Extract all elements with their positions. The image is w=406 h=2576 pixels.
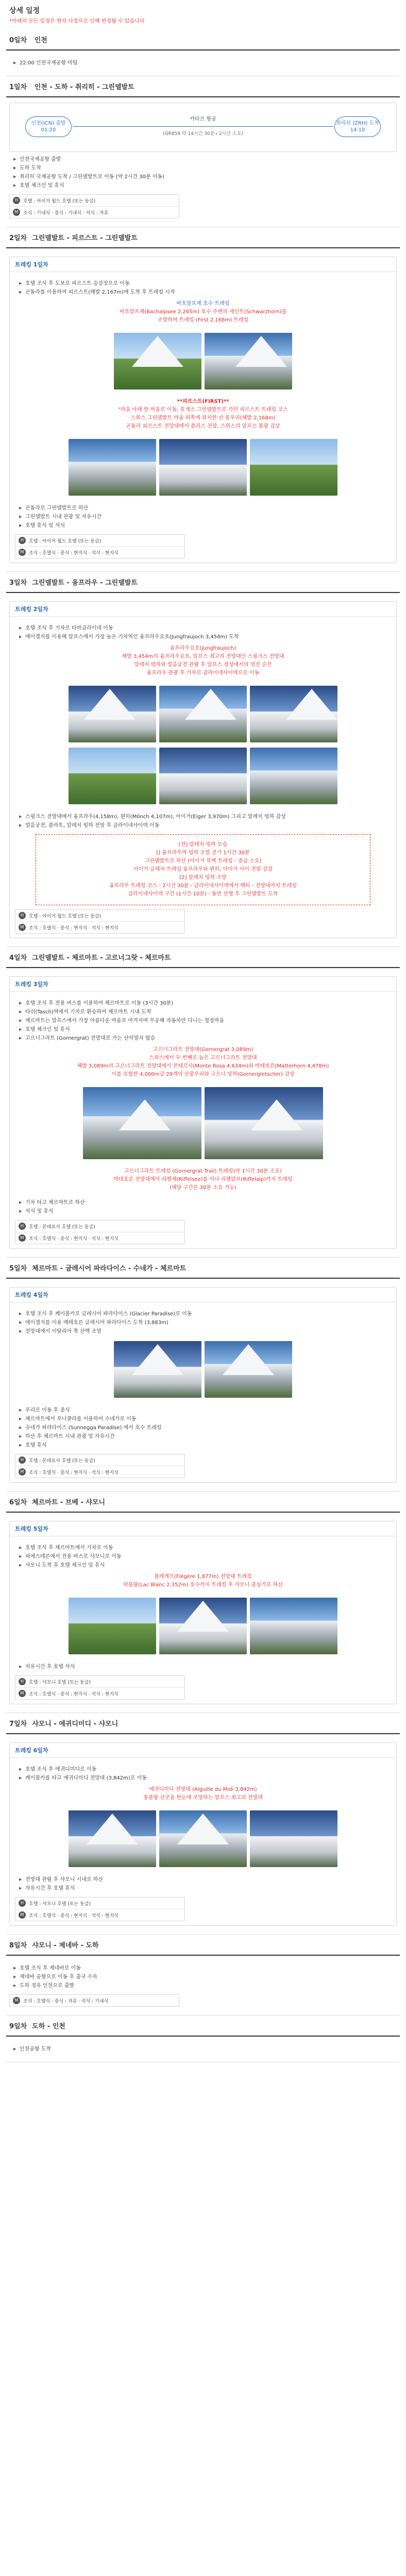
day-header: 2일차 그린델발트 - 피르스트 - 그린델발트 xyxy=(6,227,400,248)
list-item: ▶ 고르너그라트 (Gornergrat) 전망대로 가는 산악열차 탑승 xyxy=(19,1034,391,1043)
hotel-icon: H xyxy=(19,1456,26,1464)
list-item: ▶ 호텔 조식 후 전용 버스를 이용하여 체르마트로 이동 (3시간 30분) xyxy=(19,999,391,1008)
trekking-subtitle: 트레킹 5일차 xyxy=(10,1521,396,1536)
lake-photo xyxy=(205,333,292,389)
list-item: ▶ 도하 도착 xyxy=(13,164,397,173)
list-item: ▶ 자유시간 후 호텔 석식 xyxy=(19,1663,391,1671)
list-item: ▶ 호텔 조식 후 케이블카로 글레시어 파라다이스 (Glacier Paradise)로 이동 xyxy=(19,1310,391,1318)
day-1 xyxy=(6,76,400,227)
lac-blanc-photo xyxy=(69,1598,156,1654)
hotel-icon: H xyxy=(19,537,26,544)
list-item: ▶ 샤모니 도착 후 호텔 체크인 및 휴식 xyxy=(19,1561,391,1570)
list-item: ▶ 호텔 조식 후 제네바로 이동 xyxy=(13,1964,397,1973)
list-item: ▶ 슈네가 파라다이스 (Sunnegga Paradise) 에서 호수 트레킹 xyxy=(19,1423,391,1432)
meal-info: H 호텔 : 몬테로사 호텔 (또는 동급) M 조식 : 호텔식 · 중식 : 현지식 · 석식 : 현지식 xyxy=(15,1220,185,1244)
page-title: 상세 일정 xyxy=(9,7,40,15)
trek-options-box: [전] 알레치 빙하 모습 [] 융프라우역 빙하 조망 걷기 1시간 30분 그린델발트로 하산 (아이거 북벽 트레킹 - 중급 소요) 아이거 글레처 트레일 융프라우와 묀히, 아이거 사이 전망 감상 [2] 알레치 빙하 조망 융프라우 트레킹 코스 - 2시간 30분 - 클라이네샤이덱에서 메티 - 전망대까지 트레킹 클라이네샤이덱 구간 (1시간 10분) - 동반 산행 후 그린델발트 도착 xyxy=(36,834,370,905)
meal-info: H 호텔 : 아이거 월드 호텔 (또는 동급) M 조식 : 기내식 · 중식 : 기내식 · 석식 : 자유 xyxy=(9,194,179,218)
route-line xyxy=(73,126,333,127)
list-item: ▶ 기차 타고 체르마트로 하산 xyxy=(19,1198,391,1207)
day-7 xyxy=(6,1713,400,1935)
ice-palace-photo xyxy=(159,748,247,804)
highlight-text: 에귀디미디 전망대 (Aiguille du Midi 3,842m) 몽블랑 산군을 한눈에 조망하는 알프스 최고의 전망대 xyxy=(143,1787,263,1801)
meal-info: H 호텔 : 샤모니 호텔 (또는 동급) M 조식 : 호텔식 · 중식 : 현지식 · 석식 : 현지식 xyxy=(15,1897,185,1921)
list-item: ▶ 타쉬(Tasch)역에서 기차로 환승하여 체르마트 시내 도착 xyxy=(19,1008,391,1016)
day-header: 5일차 체르마트 - 글레시어 파라다이스 - 수네가 - 체르마트 xyxy=(6,1258,400,1279)
day-header: 3일차 그린델발트 - 융프라우 - 그린델발트 xyxy=(6,572,400,593)
list-item: ▶ 호텔 조식 후 체르마트에서 기차로 이동 xyxy=(19,1544,391,1552)
list-item: ▶ 에이겔지를 이용 매테호른 글레시어 파라다이스 도착 (3,883m) xyxy=(19,1318,391,1327)
day-8 xyxy=(6,1935,400,2015)
flegere-photo xyxy=(159,1598,247,1654)
day-2 xyxy=(6,227,400,572)
hotel-icon: H xyxy=(19,1223,26,1230)
chamonix-photo xyxy=(250,1598,337,1654)
hotel-icon: H xyxy=(19,1900,26,1907)
list-item: ▶ 체르마트는 알프스에서 가장 아름다운 마을로 여겨지며 무공해 자동차만 다니는 청정마을 xyxy=(19,1016,391,1025)
list-item: ▶ 그린델발트 시내 관광 및 자유시간 xyxy=(19,513,391,521)
flight-duration: (QR859 약 14시간 30분 / 2시간 소요) xyxy=(163,131,243,137)
day-header: 8일차 샤모니 - 제네바 - 도하 xyxy=(6,1935,400,1956)
meal-info: H 호텔 : 아이거 월드 호텔 (또는 동급) M 조식 : 호텔식 · 중식 : 현지식 · 석식 : 현지식 xyxy=(15,534,185,558)
meal-info: H 호텔 : 아이거 월드 호텔 (또는 동급) M 조식 : 호텔식 · 중식 : 현지식 · 석식 : 현지식 xyxy=(15,909,185,934)
day-header: 0일차 인천 xyxy=(6,29,400,50)
plateau-photo xyxy=(250,748,337,804)
cliff-walk-photo xyxy=(69,439,156,496)
list-item: ▶ 곤돌라로 그린델발트로 하산 xyxy=(19,504,391,513)
list-item: ▶ 스핑크스 전망대에서 융프라우(4,158m), 묀히(Mönch 4,107m), 아이거(Eiger 3,970m) 그리고 알레치 빙하 감상 xyxy=(19,812,391,821)
photo-row xyxy=(15,1810,391,1867)
list-item: ▶ 도하 경유 인천으로 출발 xyxy=(13,1981,397,1990)
trekking-subtitle: 트레킹 2일차 xyxy=(10,602,396,617)
glacier-photo xyxy=(250,686,337,742)
hotel-icon: H xyxy=(19,1678,26,1685)
aiguille-du-midi-photo xyxy=(69,1810,156,1867)
highlight-text: 융프라우요흐(Jungfraujoch) 해발 3,454m의 융프라우요흐, 알프스 최고의 전망대인 스핑크스 전망대 알레치 빙하와 얼음궁전 관람 후 알프스 정상에서의 멋진 순간 융프라우 관광 후 기차로 클라이네샤이덱으로 이동 xyxy=(122,646,284,676)
day-9 xyxy=(6,2015,400,2062)
list-item: ▶ 얼음궁전, 플라토, 알레치 빙하 전망 후 클라이네샤이덱 이동 xyxy=(19,821,391,830)
photo-row xyxy=(15,1341,391,1398)
gornergrat-photo xyxy=(83,1087,201,1159)
list-item: ▶ 푸리로 이동 후 중식 xyxy=(19,1406,391,1415)
arrival-pill: 취리히 (ZRH) 도착 14:10 xyxy=(334,116,381,137)
day-4 xyxy=(6,947,400,1258)
trekking-subtitle: 트레킹 3일차 xyxy=(10,977,396,992)
day-header: 4일차 그린델발트 - 체르마트 - 고르너그랏 - 체르마트 xyxy=(6,947,400,968)
skywalk-photo xyxy=(250,1810,337,1867)
meal-icon: M xyxy=(19,924,26,931)
day-0 xyxy=(6,29,400,76)
list-item: ▶ 체르마트에서 푸니쿨라를 이용하여 수네가로 이동 xyxy=(19,1415,391,1423)
highlight-text: **피르스트(FIRST)** "마을 아래 한 마을로 이동, 휴게소 그린델발트로 가던 피르스트 트레킹 코스 스위스 그린델발트 마을 위쪽에 위치한 산 봉우리(해발 2,168m) 곤돌라 피르스트 전망대에서 플러스 전망, 스위스의 알프스 풍광 감상 xyxy=(118,399,288,429)
list-item: ▶ 호텔 휴식 및 석식 xyxy=(19,521,391,530)
day-6 xyxy=(6,1492,400,1713)
list-item: ▶ 인천국제공항 출발 xyxy=(13,155,397,164)
schedule-notice: *아래의 모든 일정은 현지 사정으로 인해 변경될 수 있습니다 xyxy=(9,19,145,24)
trekking-subtitle: 트레킹 6일차 xyxy=(10,1743,396,1758)
meal-icon: M xyxy=(19,1911,26,1919)
list-item: ▶ 에이겔지를 이용해 알프스에서 가장 높은 기차역인 융프라우요흐(Jungfraujoch 3,454m) 도착 xyxy=(19,633,391,641)
train-photo xyxy=(69,748,156,804)
list-item: ▶ 호텔 조식 후 도보로 피르스트 승강장으로 이동 xyxy=(19,279,391,288)
highlight-text: 고르너그라트 트레킹 (Gornergrat Trail) 트레킹(약 1시간 30분 소요) 마테호른 전망대에서 리펠제(Riffelsee)를 지나 리펠알프(Riffelalp)까지 트레킹 (해당 구간은 30분 소요 가능) xyxy=(113,1168,293,1191)
list-item: ▶ 하산 후 체르마트 시내 관광 및 자유시간 xyxy=(19,1432,391,1441)
day-header: 1일차 인천 - 도하 - 취리히 - 그린델발트 xyxy=(6,76,400,97)
mont-blanc-photo xyxy=(159,1810,247,1867)
photo-row xyxy=(15,1087,391,1159)
airline-label: 카타르 항공 xyxy=(190,116,216,122)
day-5 xyxy=(6,1258,400,1492)
hotel-icon: H xyxy=(13,197,20,204)
hotel-icon: H xyxy=(19,912,26,919)
photo-row xyxy=(15,748,391,804)
meal-icon: M xyxy=(19,549,26,556)
sphinx-photo xyxy=(159,686,247,742)
meal-info: H 호텔 : 샤모니 호텔 (또는 동급) M 조식 : 호텔식 · 중식 : 현지식 · 석식 : 현지식 xyxy=(15,1675,185,1700)
list-item: ▶ 22:00 인천국제공항 미팅 xyxy=(13,59,397,67)
gondola-photo xyxy=(159,439,247,496)
list-item: ▶ 곤돌라를 이용하여 피르스트(해발 2,167m)에 도착 후 트레킹 시작 xyxy=(19,288,391,297)
list-item: ▶ 취리히 국제공항 도착 / 그린델발트로 이동 (약 2시간 30분 이동) xyxy=(13,173,397,181)
meal-icon: M xyxy=(19,1234,26,1242)
flight-route-box xyxy=(9,103,397,152)
list-item: ▶ 케이블카를 타고 에귀디미디 전망대 (3,842m)로 이동 xyxy=(19,1774,391,1783)
meal-icon: M xyxy=(19,1690,26,1697)
matterhorn-photo xyxy=(205,1087,323,1159)
highlight-text: 바흐알프제 호수 트레킹 바흐알프제(Bachalpsee 2,265m) 호수 주변의 세인트(Schwarzhorn)를 조망하며 트레킹 (First 2,168m) 트레킹 xyxy=(119,301,287,323)
highlight-text: 고르너그라트 전망대(Gornergrat 3,089m) 스위스에서 두 번째로 높은 고르너그라트 전망대 해발 3,089m의 고르너그라트 전망대에서 몬테로사(Monte Rosa 4,634m)와 마테호른(Matterhorn 4,478m) 이를 포함한 4,000m급 29개의 산봉우리와 고르너 빙하(Gornergletscher) 감상 xyxy=(77,1047,329,1077)
mountain-photo xyxy=(114,333,201,389)
list-item: ▶ 호텔 체크인 및 휴식 xyxy=(19,1025,391,1034)
day-header: 7일차 샤모니 - 에귀디미디 - 샤모니 xyxy=(6,1713,400,1734)
alpine-meadow-photo xyxy=(250,439,337,496)
day-header: 6일차 체르마트 - 브베 - 샤모니 xyxy=(6,1492,400,1513)
list-item: ▶ 전망대에서 이탈리아 쪽 산맥 조망 xyxy=(19,1327,391,1336)
photo-row xyxy=(15,1598,391,1654)
list-item: ▶ 제네바 공항으로 이동 후 출국 수속 xyxy=(13,1973,397,1981)
day-header: 9일차 도하 - 인천 xyxy=(6,2015,400,2037)
departure-pill: 인천(ICN) 출발 01:20 xyxy=(25,116,72,137)
jungfrau-photo xyxy=(69,686,156,742)
list-item: ▶ 호텔 조식 후 기차로 타마클라이네 이동 xyxy=(19,624,391,633)
list-item: ▶ 호텔 조식 후 에귀디미디로 이동 xyxy=(19,1765,391,1774)
list-item: ▶ 호텔 체크인 및 휴식 xyxy=(13,181,397,190)
trekking-subtitle: 트레킹 4일차 xyxy=(10,1287,396,1302)
meal-icon: M xyxy=(13,1997,20,2004)
photo-row xyxy=(15,333,391,389)
list-item: ▶ 인천공항 도착 xyxy=(13,2045,397,2054)
photo-row xyxy=(15,439,391,496)
list-item: ▶ 자유시간 후 호텔 휴식 xyxy=(19,1884,391,1893)
trekking-subtitle: 트레킹 1일차 xyxy=(10,257,396,272)
day-3 xyxy=(6,572,400,947)
matterhorn-view-photo xyxy=(205,1341,292,1398)
list-item: ▶ 호텔 휴식 xyxy=(19,1441,391,1450)
highlight-text: 플레게르(Flégère 1,877m) 전망대 트레킹 락블랑(Lac Blanc 2,352m) 호수까지 트레킹 후 샤모니 중심가로 하산 xyxy=(123,1574,283,1588)
meal-info: M 조식 : 호텔식 · 중식 : 자유 · 석식 : 기내식 xyxy=(9,1994,179,2007)
photo-row xyxy=(15,686,391,742)
meal-icon: M xyxy=(13,209,20,216)
list-item: ▶ 피에스테른에서 전용 버스로 샤모니로 이동 xyxy=(19,1552,391,1561)
meal-info: H 호텔 : 몬테로사 호텔 (또는 동급) M 조식 : 호텔식 · 중식 : 현지식 · 석식 : 현지식 xyxy=(15,1454,185,1478)
meal-icon: M xyxy=(19,1468,26,1476)
glacier-paradise-photo xyxy=(114,1341,201,1398)
list-item: ▶ 석식 및 휴식 xyxy=(19,1207,391,1216)
list-item: ▶ 전망대 관람 후 샤모니 시내로 하산 xyxy=(19,1875,391,1884)
